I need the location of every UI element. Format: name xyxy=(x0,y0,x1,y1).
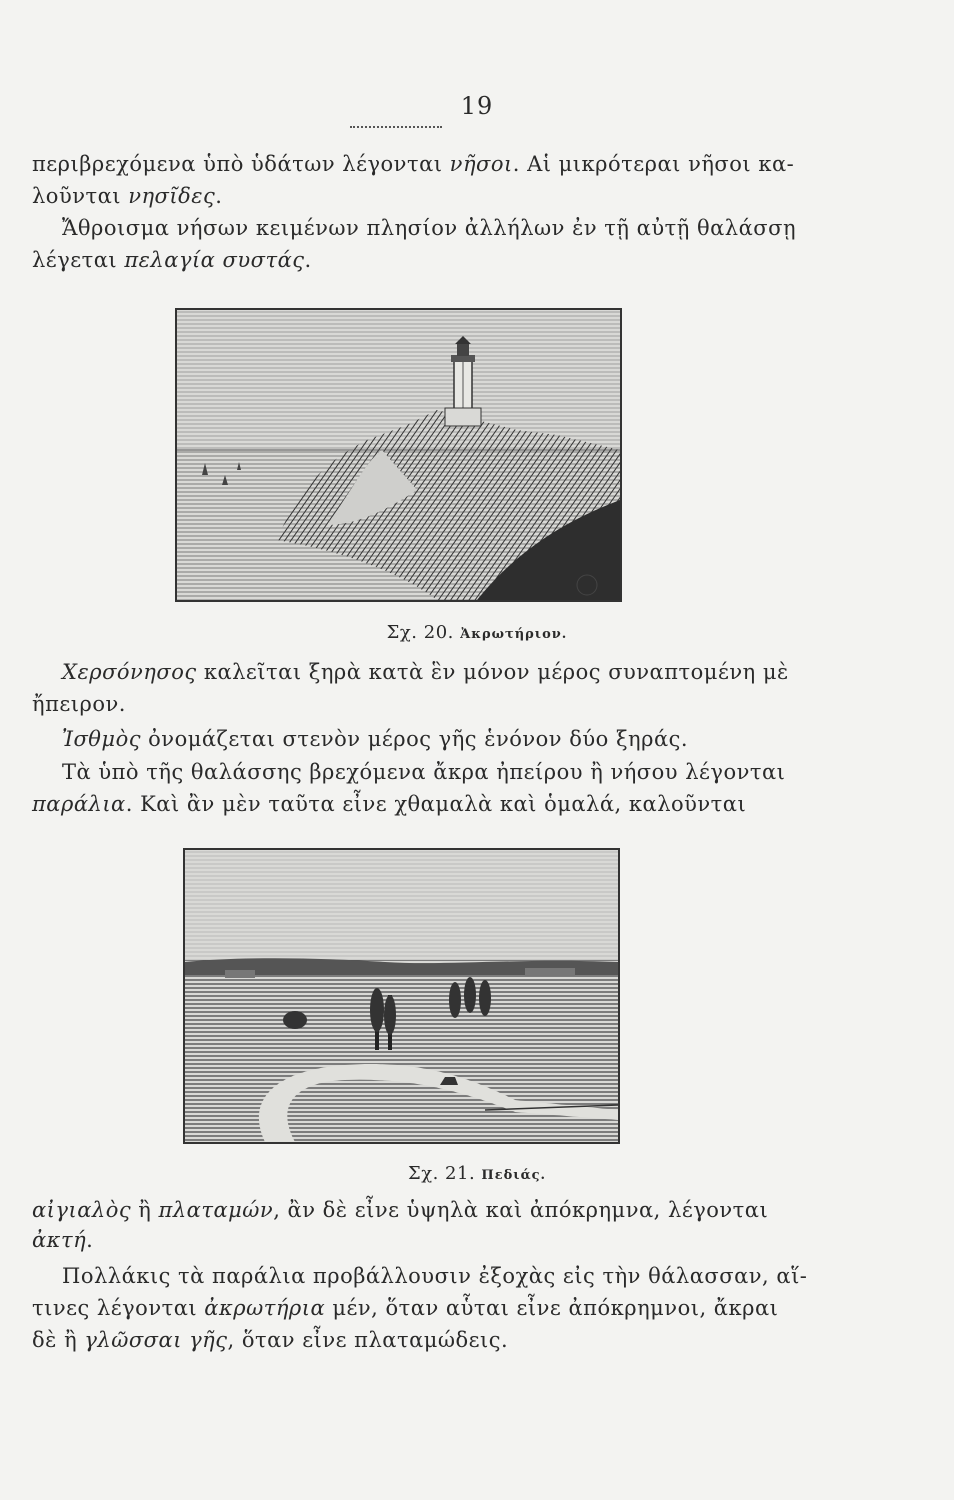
text-line: Ἄθροισμα νήσων κειμένων πλησίον ἀλλήλων ἐν τῇ αὐτῇ θαλάσσῃ xyxy=(62,216,797,240)
text-line: παράλια. Καὶ ἂν μὲν ταῦτα εἶνε χθαμαλὰ καὶ ὁμαλά, καλοῦνται xyxy=(32,792,747,816)
cape-illustration xyxy=(177,310,620,600)
text-line: Τὰ ὑπὸ τῆς θαλάσσης βρεχόμενα ἄκρα ἠπείρου ἢ νήσου λέγονται xyxy=(62,760,786,784)
term-chersonesos: Χερσόνησος xyxy=(62,660,197,684)
text-line: ἀκτή. xyxy=(32,1228,94,1252)
text-line: Ἰσθμὸς ὀνομάζεται στενὸν μέρος γῆς ἑνόνον δύο ξηράς. xyxy=(62,727,689,751)
text-line: Χερσόνησος καλεῖται ξηρὰ κατὰ ἓν μόνον μέρος συναπτομένη μὲ xyxy=(62,660,789,684)
figure-cape-engraving xyxy=(175,308,622,602)
term-akti: ἀκτή xyxy=(32,1228,87,1252)
figure-20-caption: Σχ. 20. Ἀκρωτήριον. xyxy=(386,622,568,643)
text-line: λοῦνται νησῖδες. xyxy=(32,184,223,208)
term-akrotiria: ἀκρωτήρια xyxy=(204,1296,326,1320)
text-line: δὲ ἢ γλῶσσαι γῆς, ὅταν εἶνε πλαταμώδεις. xyxy=(32,1328,509,1352)
text-line: περιβρεχόμενα ὑπὸ ὑδάτων λέγονται νῆσοι. Αἱ μικρότεραι νῆσοι κα- xyxy=(32,152,795,176)
text-line: αἰγιαλὸς ἢ πλαταμών, ἂν δὲ εἶνε ὑψηλὰ καὶ ἀπόκρημνα, λέγονται xyxy=(32,1198,769,1222)
text-line: λέγεται πελαγία συστάς. xyxy=(32,248,312,272)
text-line: ἤπειρον. xyxy=(32,692,126,716)
term-nesoi: νῆσοι xyxy=(449,152,513,176)
figure-21-caption: Σχ. 21. Πεδιάς. xyxy=(407,1163,547,1184)
text-line: Πολλάκις τὰ παράλια προβάλλουσιν ἐξοχὰς εἰς τὴν θάλασσαν, αἵ- xyxy=(62,1264,808,1288)
text-line: τινες λέγονται ἀκρωτήρια μέν, ὅταν αὗται εἶνε ἀπόκρημνοι, ἄκραι xyxy=(32,1296,779,1320)
term-paralia: παράλια xyxy=(32,792,126,816)
figure-plain-engraving xyxy=(183,848,620,1144)
term-nesides: νησῖδες xyxy=(128,184,216,208)
page-number: 19 xyxy=(460,92,494,120)
term-plataman: πλαταμών xyxy=(158,1198,274,1222)
term-aigialos: αἰγιαλὸς xyxy=(32,1198,132,1222)
term-glossai-gis: γλῶσσαι γῆς xyxy=(84,1328,228,1352)
term-isthmos: Ἰσθμὸς xyxy=(62,727,141,751)
header-rule xyxy=(350,126,442,128)
plain-illustration xyxy=(185,850,618,1142)
term-pelagia-systas: πελαγία συστάς xyxy=(124,248,305,272)
